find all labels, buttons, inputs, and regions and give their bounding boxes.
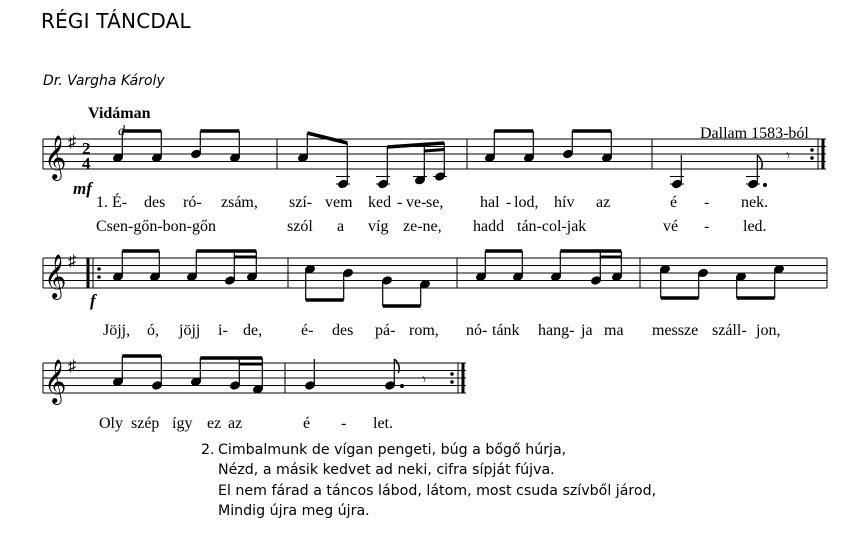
lyric: de, xyxy=(243,322,263,339)
verse-line: El nem fárad a táncos lábod, látom, most csuda szívből járod, xyxy=(218,482,657,499)
lyric: hang- xyxy=(538,322,575,339)
eighth-rest-2: 𝄾 xyxy=(422,372,427,389)
lyric: vem xyxy=(325,194,353,211)
lyric: tán-col-jak xyxy=(517,218,587,235)
lyric: let. xyxy=(373,415,393,432)
verse-line: Nézd, a másik kedvet ad neki, cifra sípját fújva. xyxy=(218,462,555,479)
melody-source: Dallam 1583-ból xyxy=(700,125,809,142)
lyric: ja xyxy=(581,322,593,339)
lyric: messze xyxy=(652,322,699,339)
lyric: lod, xyxy=(514,194,539,211)
lyric: ez xyxy=(207,415,222,432)
lyric: nek. xyxy=(741,194,769,211)
lyrics-system-1 xyxy=(96,192,768,235)
eighth-rest-1: 𝄾 xyxy=(786,148,791,165)
time-signature-top: 2 xyxy=(82,139,91,158)
lyric: rom, xyxy=(409,322,439,339)
lyric: szép xyxy=(131,415,160,432)
lyric: nó- xyxy=(466,322,488,339)
verse-line: Mindig újra meg újra. xyxy=(218,502,370,519)
lyric: a xyxy=(337,218,345,235)
lyrics-system-3 xyxy=(99,415,393,432)
lyric: Jöjj, xyxy=(103,322,131,339)
lyric: az xyxy=(228,415,243,432)
staff-2 xyxy=(43,258,827,288)
lyric: é xyxy=(670,194,678,211)
key-signature-sharp: ♯ xyxy=(68,253,76,270)
lyric: az xyxy=(596,194,611,211)
lyric: tánk xyxy=(492,322,520,339)
treble-clef-icon: 𝄞 xyxy=(44,256,67,298)
lyric: se, xyxy=(426,194,444,211)
lyric: des xyxy=(332,322,354,339)
lyric: ve- xyxy=(406,194,427,211)
lyric: hadd xyxy=(473,218,505,235)
key-signature-sharp: ♯ xyxy=(68,134,76,151)
lyric: Csen-gőn-bon-gőn xyxy=(96,218,216,235)
notes-system-3 xyxy=(113,356,404,394)
verse-2 xyxy=(201,440,656,521)
lyric: így xyxy=(172,415,193,432)
lyric: hív xyxy=(554,194,575,211)
lyric: jon, xyxy=(756,322,781,339)
lyric: é xyxy=(303,415,311,432)
treble-clef-icon: 𝄞 xyxy=(44,361,67,403)
lyric: - xyxy=(506,194,512,211)
song-title: RÉGI TÁNCDAL xyxy=(41,9,191,33)
author-name: Dr. Vargha Károly xyxy=(43,73,165,89)
lyric: száll- xyxy=(712,322,747,339)
lyric: é- xyxy=(301,322,314,339)
lyric: ró- xyxy=(183,194,202,211)
lyric: i- xyxy=(218,322,228,339)
tempo-mark-symbol: d xyxy=(118,124,125,139)
lyric: - xyxy=(704,194,710,211)
lyric: szí- xyxy=(289,194,313,211)
notes-system-2 xyxy=(113,251,785,306)
lyric: 1. É- xyxy=(96,194,128,211)
lyric: des xyxy=(144,194,166,211)
verse-line: 2. Cimbalmunk de vígan pengeti, búg a bőgő húrja, xyxy=(201,440,656,460)
lyric: Oly xyxy=(99,415,123,432)
verse-number: 2. xyxy=(201,442,215,458)
dynamic-f: f xyxy=(90,291,96,310)
notes-system-1 xyxy=(113,131,767,189)
tempo-marking: Vidáman xyxy=(88,105,151,122)
lyric: szól xyxy=(287,218,313,235)
dynamic-mf: mf xyxy=(73,179,92,198)
lyric: - xyxy=(397,194,403,211)
lyric: ó, xyxy=(147,322,159,339)
lyric: ma xyxy=(604,322,624,339)
lyric: hal xyxy=(480,194,500,211)
lyric: jöjj xyxy=(179,322,201,339)
lyric: vé xyxy=(663,218,679,235)
lyric: ked xyxy=(368,194,392,211)
lyric: - xyxy=(341,415,347,432)
lyrics-system-2 xyxy=(103,322,780,339)
treble-clef-icon: 𝄞 xyxy=(44,137,67,179)
lyric: zsám, xyxy=(221,194,258,211)
lyric: ze-ne, xyxy=(403,218,442,235)
lyric: pá- xyxy=(375,322,396,339)
key-signature-sharp: ♯ xyxy=(68,358,76,375)
lyric: led. xyxy=(743,218,767,235)
lyric: - xyxy=(704,218,710,235)
time-signature-bottom: 4 xyxy=(82,154,91,173)
lyric: víg xyxy=(368,218,389,235)
